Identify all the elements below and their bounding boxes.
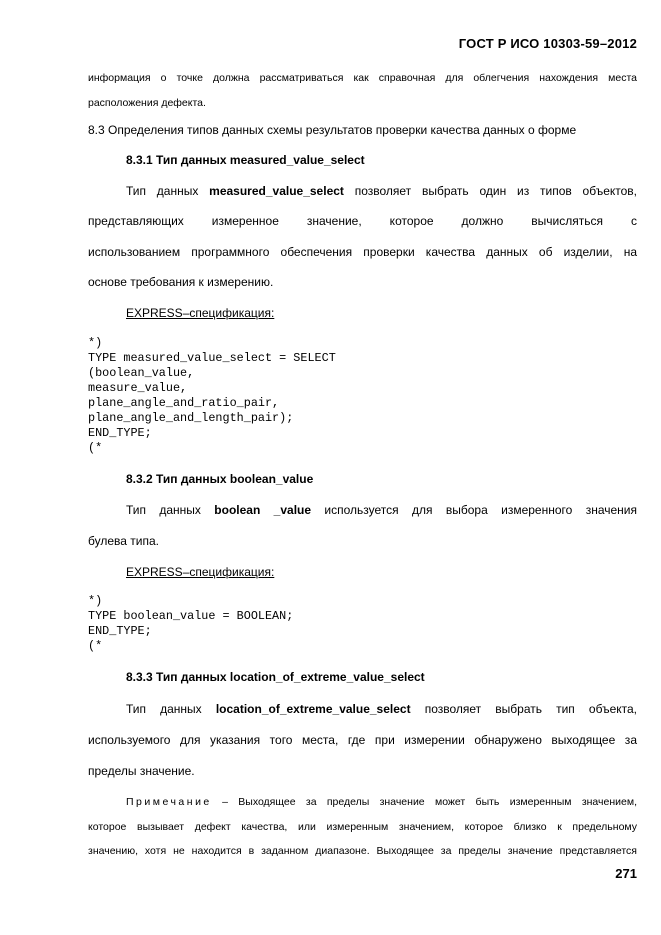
s833-p-pre: Тип данных [126,702,216,716]
s832-p-pre: Тип данных [126,503,215,517]
s832-paragraph-line-2: булева типа. [88,534,159,548]
s833-paragraph-line-3: пределы значение. [88,764,195,778]
s833-note-line-1 [126,794,637,810]
s832-term: boolean _value [214,503,312,517]
s833-note-line-3: значению, хотя не находится в заданном диапазоне. Выходящее за пределы значение представляется [88,845,637,857]
s831-paragraph-line-1 [126,183,637,199]
section-8-3-1-title: 8.3.1 Тип данных measured_value_select [126,153,365,167]
s832-express-code: *) TYPE boolean_value = BOOLEAN; END_TYPE; (* [88,594,294,653]
intro-line-2: расположения дефекта. [88,97,206,109]
page-number: 271 [615,866,637,881]
s831-p-post: позволяет выбрать один из типов объектов, [343,184,637,198]
section-8-3-title: 8.3 Определения типов данных схемы результатов проверки качества данных о форме [88,123,577,137]
section-8-3-3-title: 8.3.3 Тип данных location_of_extreme_value_select [126,670,425,684]
s833-note-line-2: которое вызывает дефект качества, или измеренным значением, которое близко к предельному [88,821,637,833]
section-8-3-2-title: 8.3.2 Тип данных boolean_value [126,472,314,486]
document-header: ГОСТ Р ИСО 10303-59–2012 [458,36,637,51]
s831-paragraph-line-4: основе требования к измерению. [88,275,274,289]
s833-term: location_of_extreme_value_select [215,702,411,716]
s831-express-code: *) TYPE measured_value_select = SELECT (boolean_value, measure_value, plane_angle_and_ratio_pair, plane_angle_and_length_pair); END_TYPE; (* [88,336,336,455]
s831-p-pre: Тип данных [126,184,210,198]
s832-p-post: используется для выбора измеренного значения [311,503,637,517]
s833-note-label: Примечание [126,796,212,808]
s831-paragraph-line-3: использованием программного обеспечения проверки качества данных об изделии, на [88,245,637,259]
s832-express-label: EXPRESS–спецификация: [126,565,275,579]
s833-paragraph-line-1 [126,701,637,717]
intro-line-1: информация о точке должна рассматриваться как справочная для облегчения нахождения места [88,72,637,84]
s832-paragraph-line-1 [126,502,637,518]
s833-note-text-1: – Выходящее за пределы значение может быть измеренным значением, [211,796,637,808]
s833-p-post: позволяет выбрать тип объекта, [410,702,637,716]
s831-paragraph-line-2: представляющих измеренное значение, которое должно вычисляться с [88,214,637,228]
s831-express-label: EXPRESS–спецификация: [126,306,275,320]
s833-paragraph-line-2: используемого для указания того места, где при измерении обнаружено выходящее за [88,733,637,747]
s831-term: measured_value_select [209,184,344,198]
